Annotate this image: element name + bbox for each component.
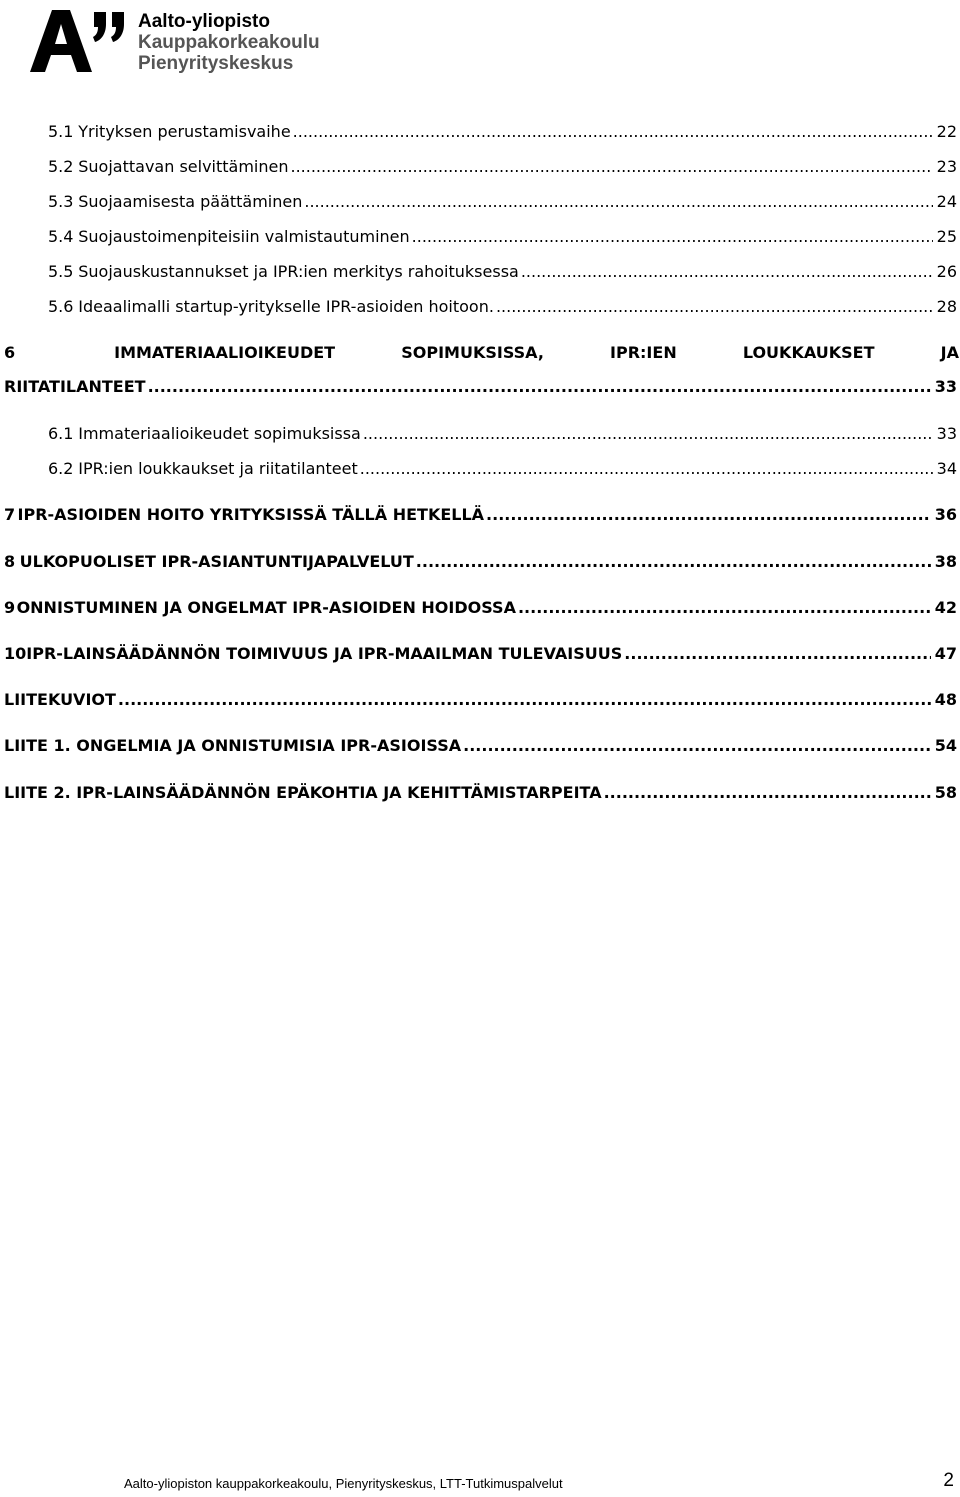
- toc-entry-page: 38: [934, 552, 957, 571]
- logo-line-1: Aalto-yliopisto: [138, 11, 270, 32]
- toc-leader-dots: [486, 505, 931, 524]
- toc-entry-page: 54: [934, 736, 957, 755]
- toc-entry-title: Suojaustoimenpiteisiin valmistautuminen: [78, 227, 410, 246]
- toc-leader-dots: [604, 783, 931, 802]
- toc-entry-title: IPR-LAINSÄÄDÄNNÖN TOIMIVUUS JA IPR-MAAILMAN TULEVAISUUS: [26, 644, 623, 663]
- toc-entry-page: 58: [934, 783, 957, 802]
- toc-chapter-6-line-2[interactable]: [4, 377, 957, 396]
- logo-line-2: Kauppakorkeakoulu: [138, 32, 320, 53]
- toc-entry-page: 26: [936, 262, 957, 281]
- toc-entry-title-word: IMMATERIAALIOIKEUDET: [114, 343, 336, 362]
- toc-entry-page: 34: [936, 459, 957, 478]
- toc-entry-title: IPR-ASIOIDEN HOITO YRITYKSISSÄ TÄLLÄ HETKELLÄ: [17, 505, 485, 524]
- toc-entry-page: 33: [936, 424, 957, 443]
- toc-entry-title: IPR:ien loukkaukset ja riitatilanteet: [78, 459, 358, 478]
- toc-entry[interactable]: [48, 297, 957, 316]
- toc-entry[interactable]: [4, 644, 957, 663]
- toc-entry[interactable]: [48, 459, 957, 478]
- toc-entry-title: LIITE 1. ONGELMIA JA ONNISTUMISIA IPR-ASIOISSA: [4, 736, 462, 755]
- toc-leader-dots: [463, 736, 931, 755]
- toc-entry-title: Ideaalimalli startup-yritykselle IPR-asioiden hoitoon.: [78, 297, 494, 316]
- toc-leader-dots: [290, 157, 932, 176]
- toc-chapter-6-line-1[interactable]: [4, 343, 959, 362]
- toc-leader-dots: [293, 122, 933, 141]
- toc-entry[interactable]: [48, 157, 957, 176]
- toc-leader-dots: [412, 227, 933, 246]
- toc-entry-page: 33: [934, 377, 957, 396]
- toc-entry[interactable]: [48, 262, 957, 281]
- toc-entry-page: 22: [936, 122, 957, 141]
- toc-entry-number: 6.1: [48, 424, 74, 443]
- toc-entry[interactable]: [4, 552, 957, 571]
- toc-leader-dots: [360, 459, 933, 478]
- toc-entry-number: 7: [4, 505, 16, 524]
- toc-entry-number: 5.4: [48, 227, 74, 246]
- toc-entry-title-word: LOUKKAUKSET: [742, 343, 875, 362]
- toc-leader-dots: [304, 192, 932, 211]
- toc-entry-page: 36: [934, 505, 957, 524]
- toc-entry[interactable]: [4, 783, 957, 802]
- toc-leader-dots: [118, 690, 931, 709]
- toc-entry[interactable]: [48, 122, 957, 141]
- toc-entry-page: 24: [936, 192, 957, 211]
- toc-entry-number: 10: [4, 644, 27, 663]
- toc-entry-title: Suojattavan selvittäminen: [78, 157, 289, 176]
- toc-entry-title: Yrityksen perustamisvaihe: [78, 122, 291, 141]
- toc-entry-number: 6.2: [48, 459, 74, 478]
- page-footer: Aalto-yliopiston kauppakorkeakoulu, Pienyrityskeskus, LTT-Tutkimuspalvelut: [124, 1476, 563, 1491]
- toc-leader-dots: [496, 297, 933, 316]
- toc-entry[interactable]: [48, 424, 957, 443]
- toc-entry[interactable]: [4, 736, 957, 755]
- toc-entry[interactable]: [48, 192, 957, 211]
- toc-entry-title-word: SOPIMUKSISSA,: [401, 343, 544, 362]
- toc-entry-title-word: IPR:IEN: [610, 343, 677, 362]
- toc-entry-title: RIITATILANTEET: [4, 377, 146, 396]
- toc-entry-number: 5.2: [48, 157, 74, 176]
- toc-entry-number: 6: [4, 343, 16, 362]
- toc-entry-title-word: JA: [940, 343, 959, 362]
- toc-entry-title: ULKOPUOLISET IPR-ASIANTUNTIJAPALVELUT: [19, 552, 414, 571]
- toc-leader-dots: [624, 644, 930, 663]
- toc-entry-number: 9: [4, 598, 16, 617]
- toc-leader-dots: [363, 424, 933, 443]
- toc-entry-title: ONNISTUMINEN JA ONGELMAT IPR-ASIOIDEN HOIDOSSA: [16, 598, 516, 617]
- toc-entry-number: 5.3: [48, 192, 74, 211]
- toc-entry-page: 42: [934, 598, 957, 617]
- toc-leader-dots: [148, 377, 931, 396]
- toc-leader-dots: [521, 262, 933, 281]
- toc-entry-number: 8: [4, 552, 16, 571]
- page-number: 2: [943, 1470, 954, 1491]
- toc-entry-title: Suojauskustannukset ja IPR:ien merkitys rahoituksessa: [78, 262, 519, 281]
- toc-entry-page: 48: [934, 690, 957, 709]
- toc-entry-title: LIITE 2. IPR-LAINSÄÄDÄNNÖN EPÄKOHTIA JA KEHITTÄMISTARPEITA: [4, 783, 602, 802]
- logo-wordmark: [138, 11, 320, 74]
- toc-entry-number: 5.6: [48, 297, 74, 316]
- toc-leader-dots: [518, 598, 931, 617]
- toc-entry-page: 47: [934, 644, 957, 663]
- toc-entry[interactable]: [4, 690, 957, 709]
- toc-entry-title: Suojaamisesta päättäminen: [78, 192, 303, 211]
- toc-entry-number: 5.5: [48, 262, 74, 281]
- toc-entry-title: LIITEKUVIOT: [4, 690, 116, 709]
- toc-entry-page: 25: [936, 227, 957, 246]
- toc-entry-title: Immateriaalioikeudet sopimuksissa: [78, 424, 361, 443]
- aalto-a-logo-icon: [30, 10, 130, 74]
- toc-entry[interactable]: [4, 505, 957, 524]
- toc-entry-number: 5.1: [48, 122, 74, 141]
- toc-entry[interactable]: [48, 227, 957, 246]
- toc-entry-page: 23: [936, 157, 957, 176]
- toc-entry-page: 28: [936, 297, 957, 316]
- logo-line-3: Pienyrityskeskus: [138, 53, 294, 74]
- toc-leader-dots: [416, 552, 931, 571]
- toc-entry[interactable]: [4, 598, 957, 617]
